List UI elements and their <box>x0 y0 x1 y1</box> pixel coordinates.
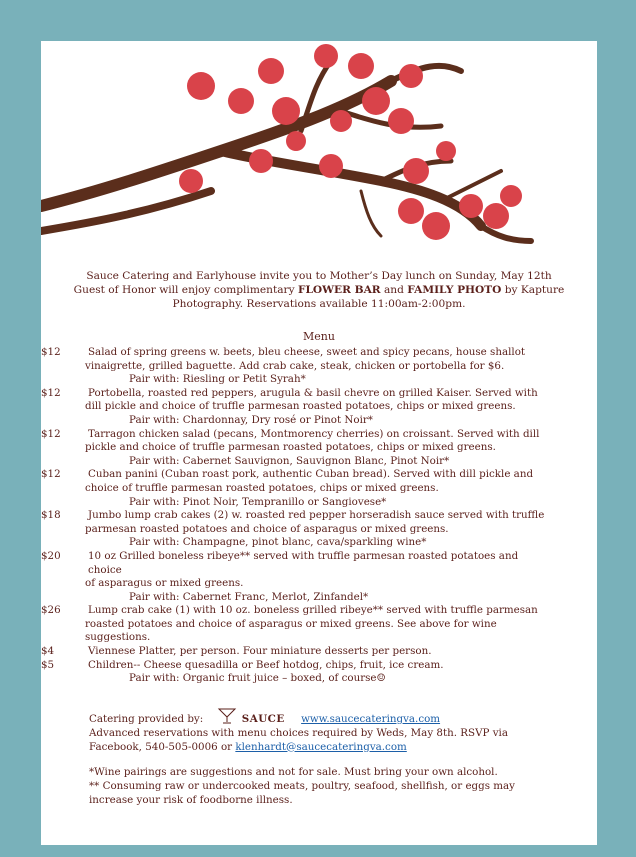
menu-item-price: $12 <box>41 346 61 358</box>
menu-item-line: Lump crab cake (1) with 10 oz. boneless grilled ribeye** served with truffle parmesan <box>88 604 538 617</box>
menu-item-line: Viennese Platter, per person. Four miniature desserts per person. <box>88 645 432 658</box>
menu-item <box>41 645 597 659</box>
menu-item <box>41 659 597 686</box>
menu-item-line: 10 oz Grilled boneless ribeye** served with truffle parmesan roasted potatoes and choice <box>88 549 519 576</box>
reservation-text: Advanced reservations with menu choices required by Weds, May 8th. RSVP via Facebook, 540-505-0006 or <box>89 726 508 753</box>
food-safety-note: ** Consuming raw or undercooked meats, poultry, seafood, shellfish, or eggs may increase your risk of foodborne illness. <box>89 779 515 806</box>
intro-line-2-pre: Guest of Honor will enjoy complimentary <box>73 284 298 296</box>
menu-item-description <box>85 645 550 659</box>
footer <box>89 708 549 754</box>
menu-item-price: $5 <box>41 658 55 671</box>
family-photo-label: FAMILY PHOTO <box>407 284 502 296</box>
reservation-line <box>89 727 549 755</box>
menu-item-price: $12 <box>41 427 61 440</box>
menu-item-line: of asparagus or mixed greens. <box>85 577 244 590</box>
menu-item <box>41 346 597 387</box>
menu-item <box>41 387 597 428</box>
menu-item-line: parmesan roasted potatoes and choice of asparagus or mixed greens. <box>85 522 449 535</box>
wine-pairing: Pair with: Riesling or Petit Syrah* <box>129 373 306 386</box>
invitation-page <box>41 41 597 845</box>
catering-line <box>89 708 549 727</box>
menu-item-price: $4 <box>41 645 55 658</box>
menu-item <box>41 604 597 645</box>
footnotes <box>89 766 549 807</box>
flower-bar-label: FLOWER BAR <box>297 284 381 296</box>
menu-item-price: $12 <box>41 386 61 399</box>
wine-pairing: Pair with: Champagne, pinot blanc, cava/sparkling wine* <box>129 536 427 549</box>
menu-item-description <box>85 428 550 455</box>
wine-note: *Wine pairings are suggestions and not for sale. Must bring your own alcohol. <box>89 766 498 778</box>
menu-list <box>41 346 597 686</box>
wine-pairing: Pair with: Chardonnay, Dry rosé or Pinot Noir* <box>129 413 373 426</box>
menu-item-line: pickle and choice of truffle parmesan roasted potatoes, chips or mixed greens. <box>85 441 496 454</box>
invitation-text <box>41 269 597 311</box>
cherry-blossom-branch-illustration <box>41 41 597 251</box>
menu-item <box>41 550 597 604</box>
menu-item-price: $26 <box>41 604 61 617</box>
wine-pairing: Pair with: Cabernet Franc, Merlot, Zinfandel* <box>129 590 369 603</box>
menu-item-line: Jumbo lump crab cakes (2) w. roasted red pepper horseradish sauce served with truffle <box>88 509 545 522</box>
menu-item-price: $18 <box>41 509 61 522</box>
menu-item <box>41 468 597 509</box>
menu-item-line: Children-- Cheese quesadilla or Beef hotdog, chips, fruit, ice cream. <box>88 658 444 671</box>
menu-item-line: dill pickle and choice of truffle parmesan roasted potatoes, chips or mixed greens. <box>85 400 516 413</box>
menu-item <box>41 509 597 550</box>
catering-label: Catering provided by: <box>89 713 204 725</box>
intro-line-2 <box>41 283 597 297</box>
menu-item-description <box>85 509 550 536</box>
menu-item-price: $12 <box>41 468 61 481</box>
menu-item-description <box>85 550 550 591</box>
wine-pairing: Pair with: Cabernet Sauvignon, Sauvignon Blanc, Pinot Noir* <box>129 454 450 467</box>
intro-line-3: Photography. Reservations available 11:00am-2:00pm. <box>172 298 466 310</box>
menu-item-price: $20 <box>41 549 61 562</box>
menu-item-description <box>85 346 550 373</box>
website-link[interactable]: www.saucecateringva.com <box>301 713 441 725</box>
menu-item-description <box>85 659 550 673</box>
menu-item-line: Salad of spring greens w. beets, bleu cheese, sweet and spicy pecans, house shallot <box>88 346 526 358</box>
menu-item-line: Cuban panini (Cuban roast pork, authentic Cuban bread). Served with dill pickle and <box>88 468 534 481</box>
intro-and: and <box>380 284 408 296</box>
menu-item-description <box>85 604 550 645</box>
menu-item-line: Portobella, roasted red peppers, arugula & basil chevre on grilled Kaiser. Served with <box>88 386 538 399</box>
wine-pairing: Pair with: Pinot Noir, Tempranillo or Sangiovese* <box>129 495 387 508</box>
email-link[interactable]: klenhardt@saucecateringva.com <box>235 740 407 753</box>
menu-item-description <box>85 387 550 414</box>
intro-line-2-post: by Kapture <box>501 284 565 296</box>
menu-item-line: choice of truffle parmesan roasted potatoes, chips or mixed greens. <box>85 481 439 494</box>
martini-glass-icon <box>207 708 239 727</box>
menu-item <box>41 428 597 469</box>
intro-line-1: Sauce Catering and Earlyhouse invite you to Mother’s Day lunch on Sunday, May 12th <box>86 270 552 282</box>
menu-item-description <box>85 468 550 495</box>
wine-pairing: Pair with: Organic fruit juice – boxed, of course☺ <box>129 672 386 685</box>
sauce-brand: SAUCE <box>241 713 285 725</box>
menu-item-line: roasted potatoes and choice of asparagus or mixed greens. See above for wine suggestions. <box>85 617 497 644</box>
menu-item-line: Tarragon chicken salad (pecans, Montmorency cherries) on croissant. Served with dill <box>88 427 540 440</box>
menu-title: Menu <box>303 330 335 343</box>
menu-item-line: vinaigrette, grilled baguette. Add crab cake, steak, chicken or portobella for $6. <box>85 359 505 372</box>
